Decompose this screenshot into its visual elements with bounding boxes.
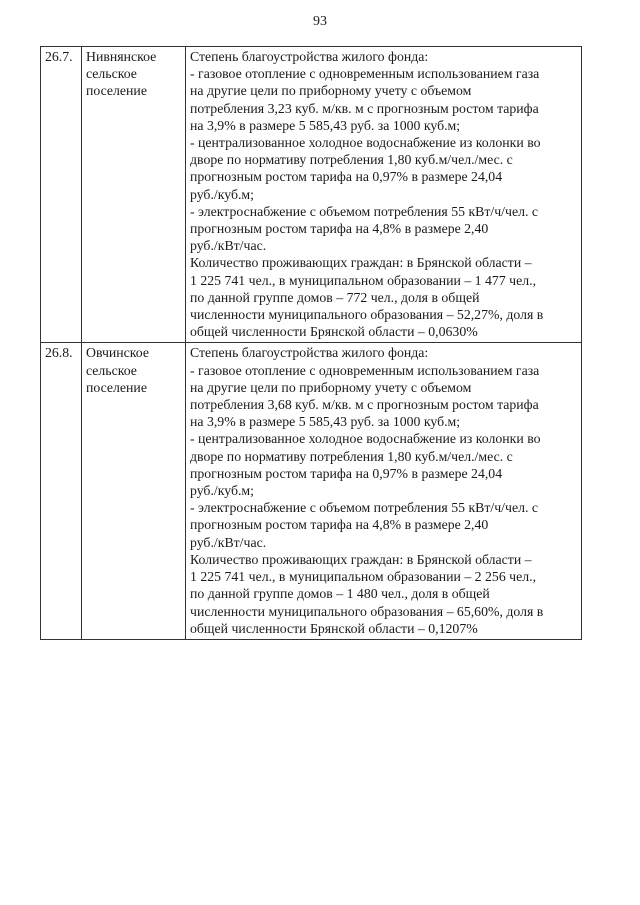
description-line: прогнозным ростом тарифа на 0,97% в размере 24,04 [190, 465, 503, 481]
description-line: Количество проживающих граждан: в Брянской области – [190, 255, 532, 271]
description-line: численности муниципального образования – 52,27%, доля в [190, 307, 544, 323]
description-line: Степень благоустройства жилого фонда: [190, 49, 429, 64]
description-line: руб./куб.м; [190, 186, 254, 202]
description-line: дворе по нормативу потребления 1,80 куб.м/чел./мес. с [190, 152, 513, 168]
description-line: - электроснабжение с объемом потребления 55 кВт/ч/чел. с [190, 203, 538, 219]
description-line: общей численности Брянской области – 0,0630% [190, 324, 478, 340]
table-row [41, 343, 582, 639]
description-line: прогнозным ростом тарифа на 4,8% в размере 2,40 [190, 221, 489, 237]
municipality-name-line: Нивнянское [86, 49, 157, 64]
description-line: потребления 3,68 куб. м/кв. м с прогнозным ростом тарифа [190, 397, 539, 413]
description-line: - централизованное холодное водоснабжение из колонки во [190, 135, 541, 151]
description-line: на другие цели по приборному учету с объемом [190, 83, 472, 99]
municipality-name-line: сельское [86, 362, 137, 378]
description-line: руб./куб.м; [190, 483, 254, 499]
description-line: - электроснабжение с объемом потребления 55 кВт/ч/чел. с [190, 500, 538, 516]
municipality-name-line: поселение [86, 379, 147, 395]
description-line: прогнозным ростом тарифа на 4,8% в размере 2,40 [190, 517, 489, 533]
description-line: численности муниципального образования – 65,60%, доля в [190, 603, 544, 619]
row-number-cell: 26.8. [41, 343, 82, 639]
description-line: - газовое отопление с одновременным использованием газа [190, 66, 540, 82]
description-line: прогнозным ростом тарифа на 0,97% в размере 24,04 [190, 169, 503, 185]
municipality-cell [82, 343, 186, 639]
description-cell [186, 47, 582, 343]
description-line: Степень благоустройства жилого фонда: [190, 345, 429, 361]
municipality-name-line: Овчинское [86, 345, 149, 361]
table-row [41, 47, 582, 343]
municipality-name-line: поселение [86, 83, 147, 99]
description-line: 1 225 741 чел., в муниципальном образовании – 2 256 чел., [190, 569, 537, 585]
description-line: на 3,9% в размере 5 585,43 руб. за 1000 куб.м; [190, 414, 461, 430]
page-number: 93 [313, 14, 327, 29]
description-line: руб./кВт/час. [190, 238, 267, 254]
municipality-name-line: сельское [86, 66, 137, 82]
description-line: - газовое отопление с одновременным использованием газа [190, 362, 540, 378]
description-line: по данной группе домов – 772 чел., доля в общей [190, 289, 480, 305]
municipality-cell [82, 47, 186, 343]
description-line: на 3,9% в размере 5 585,43 руб. за 1000 куб.м; [190, 117, 461, 133]
description-line: дворе по нормативу потребления 1,80 куб.м/чел./мес. с [190, 448, 513, 464]
description-line: общей численности Брянской области – 0,1207% [190, 620, 478, 636]
description-line: руб./кВт/час. [190, 534, 267, 550]
tariff-table [40, 46, 582, 640]
description-line: потребления 3,23 куб. м/кв. м с прогнозным ростом тарифа [190, 100, 539, 116]
description-line: на другие цели по приборному учету с объемом [190, 379, 472, 395]
description-line: 1 225 741 чел., в муниципальном образовании – 1 477 чел., [190, 272, 537, 288]
description-line: по данной группе домов – 1 480 чел., доля в общей [190, 586, 490, 602]
row-number-cell: 26.7. [41, 47, 82, 343]
description-cell [186, 343, 582, 639]
description-line: Количество проживающих граждан: в Брянской области – [190, 551, 532, 567]
description-line: - централизованное холодное водоснабжение из колонки во [190, 431, 541, 447]
